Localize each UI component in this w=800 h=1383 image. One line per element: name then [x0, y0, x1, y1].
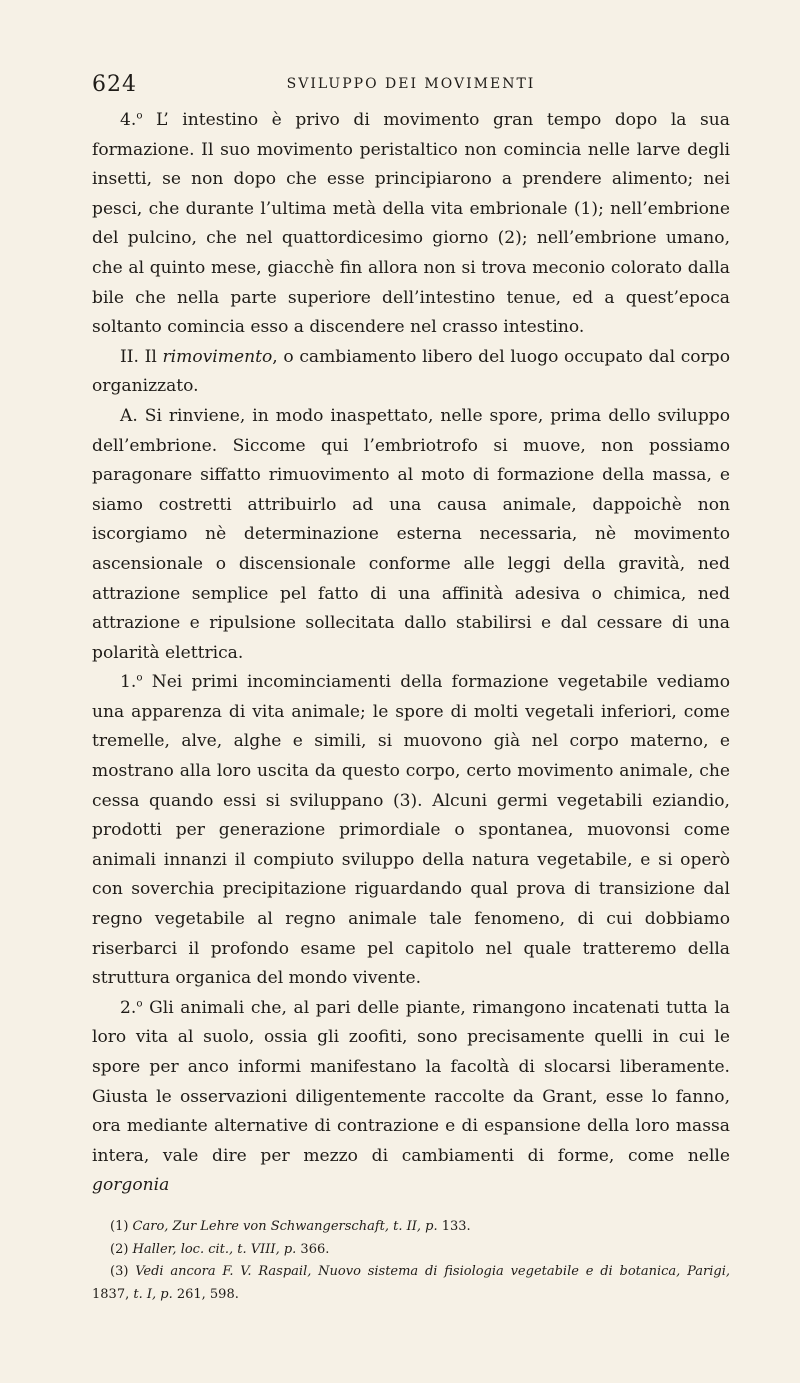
- paragraph-intestine: 4.$^o$ L’ intestino è privo di movimento gran tempo dopo la sua formazione. Il suo movimento peristaltico non comincia nelle larve degli insetti, se non dopo che esse principiarono a prendere alimento; nei pesci, che durante l’ultima metà della vita embrionale (1); nell’embrione del pulcino, che nel quattordicesimo giorno (2); nell’embrione umano, che al quinto mese, giacchè fin allora non si trova meconio colorato dalla bile che nella parte superiore dell’intestino tenue, ed a quest’epoca soltanto comincia esso a discendere nel crasso intestino.: [92, 109, 730, 338]
- footnote-1: (1) Caro, Zur Lehre von Schwangerschaft, t. II, p. 133.: [110, 1219, 471, 1234]
- page-number: 624: [92, 72, 137, 97]
- footnotes: [92, 1216, 730, 1306]
- page-header: [92, 72, 730, 100]
- paragraph-vegetable: 1.$^o$ Nei primi incominciamenti della formazione vegetabile vediamo una apparenza di vita animale; le spore di molti vegetali inferiori, come tremelle, alve, alghe e simili, si muovono già nel corpo materno, e mostrano alla loro uscita da questo corpo, certo movimento animale, che cessa quando essi si sviluppano (3). Alcuni germi vegetabili eziandio, prodotti per generazione primordiale o spontanea, muovonsi come animali innanzi il compiuto sviluppo della natura vegetabile, e si operò con soverchia precipitazione riguardando qual prova di transizione dal regno vegetabile al regno animale tale fenomeno, di cui dobbiamo riserbarci il profondo esame pel capitolo nel quale tratteremo della struttura organica del mondo vivente.: [92, 671, 730, 989]
- paragraph-spores: A. Si rinviene, in modo inaspettato, nelle spore, prima dello sviluppo dell’embrione. Siccome qui l’embriotrofo si muove, non possiamo paragonare siffatto rimuovimento al moto di formazione della massa, e siamo costretti attribuirlo ad una causa animale, dappoichè non iscorgiamo nè determinazione esterna necessaria, nè movimento ascensionale o discensionale conforme alle leggi della gravità, ned attrazione semplice pel fatto di una affinità adesiva o chimica, ned attrazione e ripulsione sollecitata dallo stabilirsi e dal cessare di una polarità elettrica.: [92, 405, 730, 663]
- section-heading-rimovimento: II. Il rimovimento, o cambiamento libero del luogo occupato dal corpo organizzato.: [92, 346, 730, 397]
- footnote-2: (2) Haller, loc. cit., t. VIII, p. 366.: [110, 1241, 330, 1257]
- paragraph-zoophytes: 2.$^o$ Gli animali che, al pari delle piante, rimangono incatenati tutta la loro vita al suolo, ossia gli zoofiti, sono precisamente quelli in cui le spore per anco informi manifestano la facoltà di slocarsi liberamente. Giusta le osservazioni diligentemente raccolte da Grant, esse lo fanno, ora mediante alternative di contrazione e di espansione della loro massa intera, vale dire per mezzo di cambiamenti di forme, come nelle gorgonia: [92, 997, 730, 1196]
- running-head: SVILUPPO DEI MOVIMENTI: [286, 76, 536, 92]
- footnote-3: (3) Vedi ancora F. V. Raspail, Nuovo sistema di fisiologia vegetabile e di botanica, Parigi, 1837, t. I, p. 261, 598.: [92, 1264, 731, 1302]
- body-text: [92, 106, 730, 1201]
